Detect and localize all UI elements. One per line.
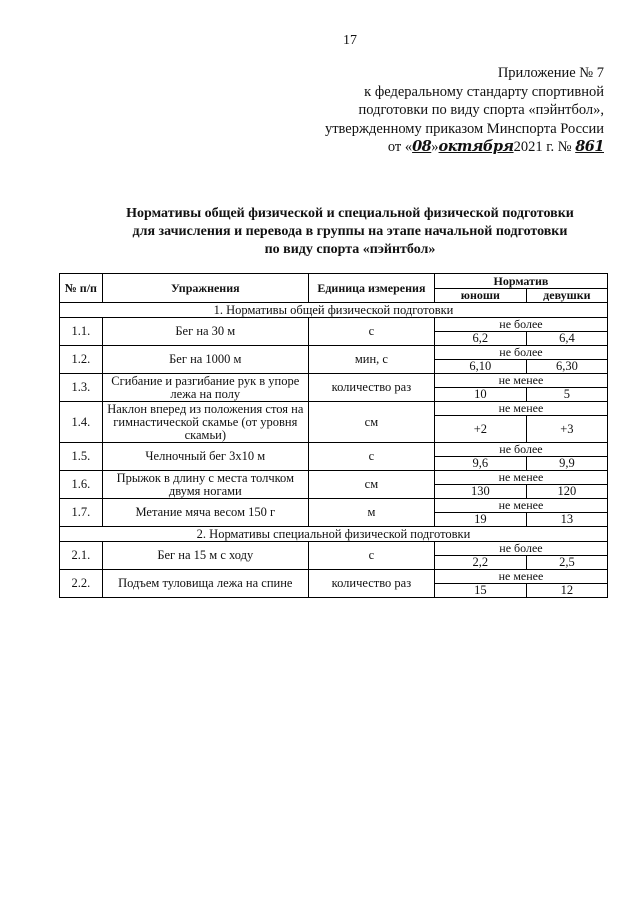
table-row [60,570,608,584]
exercise-name: Бег на 1000 м [102,346,308,374]
table-row [60,443,608,457]
section-row [60,303,608,318]
table-row [60,374,608,388]
exercise-name: Наклон вперед из положения стоя на гимнастической скамье (от уровня скамьи) [102,402,308,443]
girls-value: 120 [526,485,607,499]
boys-value: 19 [434,513,526,527]
norm-condition: не более [434,542,607,556]
norm-condition: не менее [434,471,607,485]
handwritten-number: 861 [575,138,604,155]
row-number: 1.1. [60,318,103,346]
boys-value: 15 [434,584,526,598]
header-number: № п/п [60,274,103,303]
unit-cell: количество раз [308,570,434,598]
table-row [60,318,608,332]
header-boys: юноши [434,289,526,303]
norm-condition: не более [434,443,607,457]
norm-condition: не менее [434,499,607,513]
section-row [60,527,608,542]
row-number: 2.1. [60,542,103,570]
boys-value: 130 [434,485,526,499]
norms-table [59,273,608,598]
girls-value: 12 [526,584,607,598]
norm-condition: не менее [434,374,607,388]
norm-condition: не менее [434,402,607,416]
handwritten-day: 08 [412,138,432,155]
section-title: 2. Нормативы специальной физической подготовки [60,527,608,542]
table-row [60,402,608,416]
appendix-line: утвержденному приказом Минспорта России [324,120,604,137]
header-girls: девушки [526,289,607,303]
unit-cell: мин, с [308,346,434,374]
unit-cell: с [308,318,434,346]
document-title: Нормативы общей физической и специальной физической подготовки для зачисления и перевода в группы на этапе начальной подготовки по виду спорта «пэйнтбол» [126,206,574,257]
appendix-date-line: от «08»октября2021 г. № 861 [387,138,604,155]
boys-value: 9,6 [434,457,526,471]
girls-value: 6,30 [526,360,607,374]
exercise-name: Подъем туловища лежа на спине [102,570,308,598]
girls-value: +3 [526,416,607,443]
page-number: 17 [343,33,357,48]
table-row [60,471,608,485]
girls-value: 9,9 [526,457,607,471]
table-row [60,542,608,556]
row-number: 1.6. [60,471,103,499]
unit-cell: с [308,542,434,570]
boys-value: 10 [434,388,526,402]
appendix-line: подготовки по виду спорта «пэйнтбол», [358,102,604,118]
unit-cell: см [308,402,434,443]
exercise-name: Сгибание и разгибание рук в упоре лежа на полу [102,374,308,402]
row-number: 1.2. [60,346,103,374]
exercise-name: Прыжок в длину с места толчком двумя ногами [102,471,308,499]
header-norm: Норматив [434,274,607,289]
boys-value: 2,2 [434,556,526,570]
table-body [60,303,608,598]
girls-value: 2,5 [526,556,607,570]
norm-condition: не более [434,346,607,360]
unit-cell: см [308,471,434,499]
boys-value: 6,2 [434,332,526,346]
exercise-name: Бег на 30 м [102,318,308,346]
appendix-block [274,64,604,157]
boys-value: 6,10 [434,360,526,374]
exercise-name: Метание мяча весом 150 г [102,499,308,527]
header-unit: Единица измерения [308,274,434,303]
boys-value: +2 [434,416,526,443]
girls-value: 5 [526,388,607,402]
unit-cell: с [308,443,434,471]
row-number: 1.3. [60,374,103,402]
row-number: 1.5. [60,443,103,471]
section-title: 1. Нормативы общей физической подготовки [60,303,608,318]
girls-value: 13 [526,513,607,527]
exercise-name: Челночный бег 3х10 м [102,443,308,471]
unit-cell: количество раз [308,374,434,402]
handwritten-month: октября [438,138,514,155]
table-row [60,346,608,360]
header-exercise: Упражнения [102,274,308,303]
exercise-name: Бег на 15 м с ходу [102,542,308,570]
row-number: 1.4. [60,402,103,443]
norm-condition: не менее [434,570,607,584]
girls-value: 6,4 [526,332,607,346]
appendix-title: Приложение № 7 [497,65,604,81]
row-number: 2.2. [60,570,103,598]
unit-cell: м [308,499,434,527]
norm-condition: не более [434,318,607,332]
table-row [60,499,608,513]
appendix-line: к федеральному стандарту спортивной [364,83,604,100]
row-number: 1.7. [60,499,103,527]
